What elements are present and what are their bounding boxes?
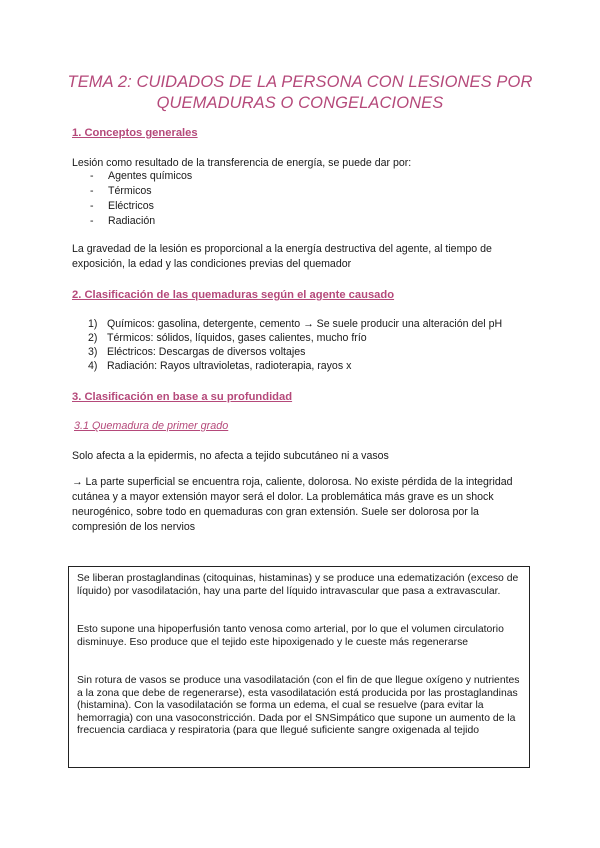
bullet-item: - Agentes químicos xyxy=(90,170,193,182)
section-1-intro: Lesión como resultado de la transferencia de energía, se puede dar por: xyxy=(72,157,412,169)
dash-marker: - xyxy=(90,200,94,212)
section-3-heading: 3. Clasificación en base a su profundidad xyxy=(72,391,293,403)
section-3-paragraph-1: Solo afecta a la epidermis, no afecta a tejido subcutáneo ni a vasos xyxy=(72,450,389,462)
numbered-item: 4) Radiación: Rayos ultravioletas, radioterapia, rayos x xyxy=(88,360,352,372)
note-paragraph-1: Se liberan prostaglandinas (citoquinas, histaminas) y se produce una edematización (exceso de líquido) por vasodilatación, hay una parte del líquido intravascular que pasa a extravascular. xyxy=(77,573,519,597)
note-paragraph-2: Esto supone una hipoperfusión tanto venosa como arterial, por lo que el volumen circulatorio disminuye. Eso produce que el tejido este hipoxigenado y le cueste más regenerarse xyxy=(77,624,504,648)
bullet-item: - Eléctricos xyxy=(90,200,154,212)
bullet-item: - Radiación xyxy=(90,215,156,227)
dash-marker: - xyxy=(90,215,94,227)
numbered-item: 1) Químicos: gasolina, detergente, cemento → Se suele producir una alteración del pH xyxy=(88,318,503,330)
numbered-item: 3) Eléctricos: Descargas de diversos voltajes xyxy=(88,346,306,358)
section-2-heading: 2. Clasificación de las quemaduras según el agente causado xyxy=(72,289,395,301)
section-1-paragraph: La gravedad de la lesión es proporcional a la energía destructiva del agente, al tiempo de exposición, la edad y las condiciones previas del quemador xyxy=(72,243,492,270)
bullet-item: - Térmicos xyxy=(90,185,152,197)
numbered-item: 2) Térmicos: sólidos, líquidos, gases calientes, mucho frío xyxy=(88,332,367,344)
dash-marker: - xyxy=(90,170,94,182)
note-box xyxy=(68,566,530,768)
title-line-1: TEMA 2: CUIDADOS DE LA PERSONA CON LESIONES POR xyxy=(67,73,533,91)
note-paragraph-3: Sin rotura de vasos se produce una vasodilatación (con el fin de que llegue oxígeno y nutrientes a la zona que debe de regenerarse), esta vasodilatación está producida por las prostaglandinas (histamina). Con la vasodilatación se forma un edema, el cual se resuelve (para evitar la hemorragia) con una vasoconstricción. Dada por el SNSimpático que supone un aumento de la frecuencia cardiaca y respiratoria (para que llegué suficiente sangre oxigenada al tejido xyxy=(77,675,520,737)
section-1-heading: 1. Conceptos generales xyxy=(72,127,198,139)
subsection-3-1-heading: 3.1 Quemadura de primer grado xyxy=(74,420,229,432)
title-line-2: QUEMADURAS O CONGELACIONES xyxy=(156,94,444,112)
page-title xyxy=(60,72,540,114)
dash-marker: - xyxy=(90,185,94,197)
section-3-paragraph-2: → La parte superficial se encuentra roja, caliente, dolorosa. No existe pérdida de la integridad cutánea y a mayor extensión mayor será el dolor. La problemática más grave es un shock neurogénico, sobre todo en quemaduras con gran extensión. Suele ser dolorosa por la compresión de los nervios xyxy=(72,476,513,533)
